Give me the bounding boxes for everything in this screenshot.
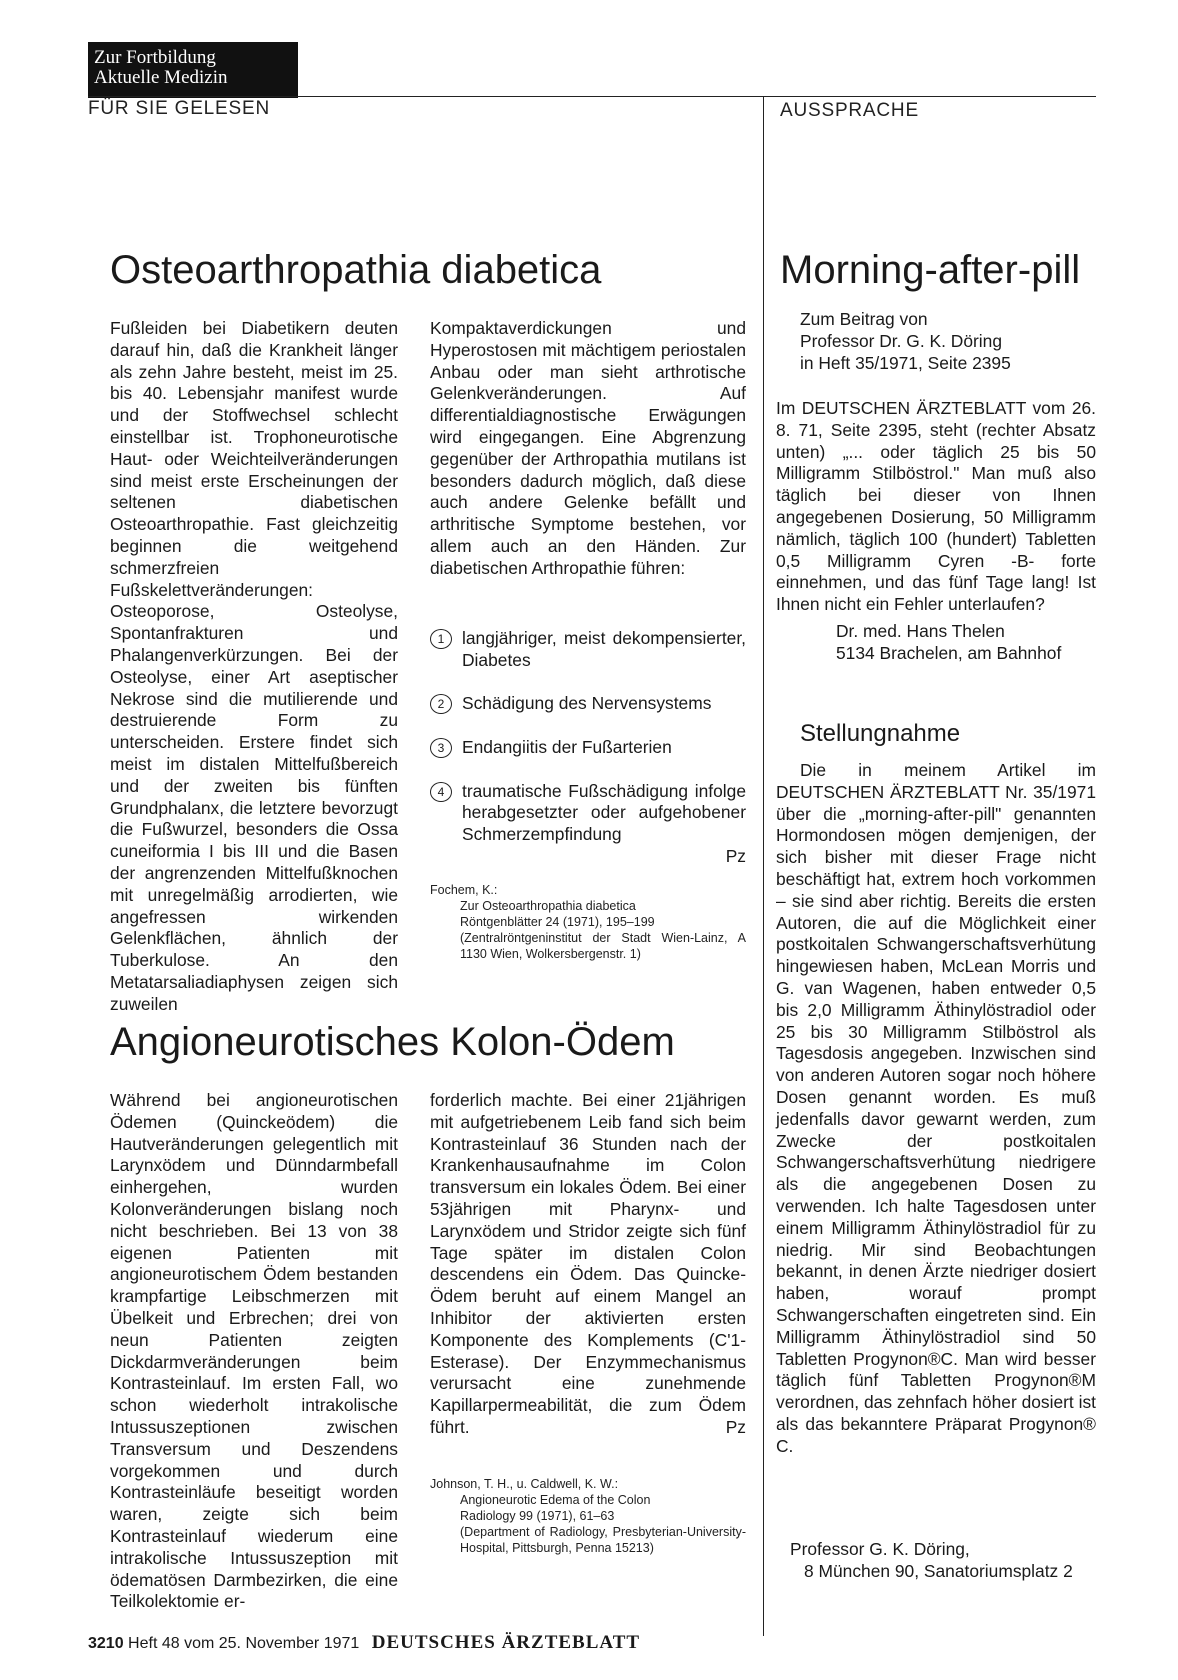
signature-name: Professor G. K. Döring, bbox=[790, 1539, 970, 1559]
ref-source: Radiology 99 (1971), 61–63 bbox=[460, 1509, 615, 1523]
badge-line-1: Zur Fortbildung bbox=[94, 47, 216, 68]
intro-line: Professor Dr. G. K. Döring bbox=[800, 331, 1002, 351]
ref-source: Röntgenblätter 24 (1971), 195–199 bbox=[460, 915, 655, 929]
reader-letter: Im DEUTSCHEN ÄRZTEBLATT vom 26. 8. 71, Seite 2395, steht (rechter Absatz unten) „... oder täglich 25 bis 50 Milligramm Stilböstrol." Man muß also täglich bei dieser von Ihnen angegebenen Dosierung, 50 Milligramm nämlich, täglich 100 (hundert) Tabletten 0,5 Milligramm Cyren -B- forte einnehmen, und das fünf Tage lang! Ist Ihnen nicht ein Fehler unterlaufen? bbox=[776, 398, 1096, 615]
aussprache-intro bbox=[800, 308, 1100, 374]
list-number: 1 bbox=[430, 629, 452, 649]
article2-column2-text: forderlich machte. Bei einer 21jährigen mit aufgetriebenem Leib fand sich beim Kontrasteinlauf 36 Stunden nach der Krankenhausaufnahme im Colon transversum ein lokales Ödem. Bei einer 53jährigen mit Pharynx- und Larynxödem und Stridor zeigte sich fünf Tage später im distalen Colon descendens ein Ödem. Das Quincke-Ödem beruht auf einem Mangel an Inhibitor der aktivierten ersten Komponente des Komplements (C'1-Esterase). Der Enzymmechanismus verursacht eine zunehmende Kapillarpermeabilität, die zum Ödem führt. bbox=[430, 1090, 746, 1437]
article2-reference bbox=[430, 1476, 746, 1556]
article2-signature: Pz bbox=[725, 1416, 746, 1437]
list-number: 4 bbox=[430, 782, 452, 802]
ref-title: Zur Osteoarthropathia diabetica bbox=[460, 899, 636, 913]
list-text: Endangiitis der Fußarterien bbox=[462, 736, 672, 757]
section-label-left: FÜR SIE GELESEN bbox=[88, 98, 270, 119]
article-title-morning-after-pill: Morning-after-pill bbox=[780, 248, 1081, 292]
section-label-right: AUSSPRACHE bbox=[780, 100, 919, 121]
issue-info: Heft 48 vom 25. November 1971 bbox=[128, 1635, 360, 1652]
list-text: langjähriger, meist dekompensierter, Diabetes bbox=[462, 628, 746, 670]
journal-name: DEUTSCHES ÄRZTEBLATT bbox=[371, 1632, 641, 1653]
ref-title: Angioneurotic Edema of the Colon bbox=[460, 1493, 651, 1507]
section-badge bbox=[88, 42, 298, 98]
intro-line: Zum Beitrag von bbox=[800, 309, 928, 329]
column-divider bbox=[763, 96, 764, 1636]
list-item bbox=[430, 781, 746, 846]
article2-column2 bbox=[430, 1090, 746, 1439]
ref-author: Johnson, T. H., u. Caldwell, K. W.: bbox=[430, 1477, 619, 1491]
reader-letter-signature bbox=[836, 620, 1096, 664]
signature-name: Dr. med. Hans Thelen bbox=[836, 621, 1005, 641]
badge-line-2: Aktuelle Medizin bbox=[94, 67, 228, 88]
author-reply: Die in meinem Artikel im DEUTSCHEN ÄRZTEBLATT Nr. 35/1971 über die „morning-after-pill" genannten Hormondosen mögen demjenigen, der sich bisher mit dieser Frage nicht beschäftigt hat, extrem hoch vorkommen – sie sind aber richtig. Bereits die ersten Autoren, die auf die Möglichkeit einer postkoitalen Schwangerschaftsverhütung hingewiesen haben, McLean Morris und G. van Wagenen, haben entweder 0,5 bis 2,0 Milligramm Äthinylöstradiol oder 25 bis 30 Milligramm Stilböstrol als Tagesdosis angegeben. Inzwischen sind von anderen Autoren sogar noch höhere Dosen genannt worden. Es muß jedenfalls davor gewarnt werden, zum Zwecke der postkoitalen Schwangerschaftsverhütung niedrigere als die angegebenen Dosen zu verwenden. Ich halte Tagesdosen unter einem Milligramm Äthinylöstradiol für zu niedrig. Mir sind Beobachtungen bekannt, in denen Ärzte niedriger dosiert haben, worauf prompt Schwangerschaften eingetreten sind. Ein Milligramm Äthinylöstradiol sind 50 Tabletten Progynon®C. Man wird besser täglich fünf Tabletten Progynon®M verordnen, das zehnfach höher dosiert ist als das bekanntere Präparat Progynon® C. bbox=[776, 760, 1096, 1456]
list-item bbox=[430, 693, 746, 715]
signature-address: 5134 Brachelen, am Bahnhof bbox=[836, 643, 1062, 663]
article-title-osteoarthropathia: Osteoarthropathia diabetica bbox=[110, 248, 602, 292]
ref-affiliation: (Department of Radiology, Presbyterian-University-Hospital, Pittsburgh, Penna 15213) bbox=[460, 1525, 746, 1555]
list-item bbox=[430, 737, 746, 759]
list-number: 3 bbox=[430, 738, 452, 758]
signature-address: 8 München 90, Sanatoriumsplatz 2 bbox=[804, 1561, 1073, 1581]
top-rule bbox=[88, 96, 1096, 97]
author-reply-signature bbox=[790, 1538, 1096, 1582]
article1-cause-list bbox=[430, 628, 746, 868]
list-item bbox=[430, 628, 746, 672]
ref-author: Fochem, K.: bbox=[430, 883, 498, 897]
page-footer bbox=[88, 1632, 640, 1654]
article1-column1: Fußleiden bei Diabetikern deuten darauf hin, daß die Krankheit länger als zehn Jahre besteht, meist im 25. bis 40. Lebensjahr manifest wurde und der Stoffwechsel schlecht einstellbar ist. Trophoneurotische Haut- oder Weichteilveränderungen sind meist erste Erscheinungen der seltenen diabetischen Osteoarthropathie. Fast gleichzeitig beginnen die weitgehend schmerzfreien Fußskelettveränderungen: Osteoporose, Osteolyse, Spontanfrakturen und Phalangenverkürzungen. Bei der Osteolyse, einer Art aseptischer Nekrose sind die mutilierende und destruierende Form zu unterscheiden. Erstere findet sich meist im distalen Mittelfußbereich und der zweiten bis fünften Grundphalanx, die letztere bevorzugt die Fußwurzel, besonders die Ossa cuneiformia I bis III und die Basen der angrenzenden Mittelfußknochen mit unregelmäßig arrodierten, wie angefressen wirkenden Gelenkflächen, ähnlich der Tuberkulose. An den Metatarsaliadiaphysen zeigen sich zuweilen bbox=[110, 318, 398, 1014]
article1-column2: Kompaktaverdickungen und Hyperostosen mit mächtigem periostalen Anbau oder man sieht arthrotische Gelenkveränderungen. Auf differentialdiagnostische Erwägungen wird eingegangen. Eine Abgrenzung gegenüber der Arthropathia mutilans ist besonders dadurch möglich, daß diese auch andere Gelenke befällt und arthritische Symptome bestehen, vor allem auch an den Händen. Zur diabetischen Arthropathie führen: bbox=[430, 318, 746, 578]
article-title-kolon-oedem: Angioneurotisches Kolon-Ödem bbox=[110, 1020, 675, 1064]
page-number: 3210 bbox=[88, 1635, 124, 1652]
list-text: traumatische Fußschädigung infolge herabgesetzter oder aufgehobener Schmerzempfindung bbox=[462, 780, 746, 845]
intro-line: in Heft 35/1971, Seite 2395 bbox=[800, 353, 1011, 373]
list-number: 2 bbox=[430, 694, 452, 714]
article2-column1: Während bei angioneurotischen Ödemen (Quinckeödem) die Hautveränderungen gelegentlich mit Larynxödem und Dünndarmbefall einhergehen, wurden Kolonveränderungen bislang noch nicht beschrieben. Bei 13 von 38 eigenen Patienten mit angioneurotischem Ödem bestanden krampfartige Leibschmerzen mit Übelkeit und Erbrechen; drei von neun Patienten zeigten Dickdarmveränderungen beim Kontrasteinlauf. Im ersten Fall, wo schon wiederholt intrakolische Intussuszeptionen zwischen Transversum und Deszendens vorgekommen und durch Kontrasteinläufe beseitigt worden waren, zeigte sich beim Kontrasteinlauf wiederum eine intrakolische Intussuszeption mit ödematösen Darmbezirken, die eine Teilkolektomie er- bbox=[110, 1090, 398, 1612]
article1-signature: Pz bbox=[725, 845, 746, 866]
reply-heading: Stellungnahme bbox=[800, 720, 961, 747]
ref-affiliation: (Zentralröntgeninstitut der Stadt Wien-Lainz, A 1130 Wien, Wolkersbergenstr. 1) bbox=[460, 931, 746, 961]
article1-reference bbox=[430, 882, 746, 962]
list-text: Schädigung des Nervensystems bbox=[462, 693, 712, 714]
